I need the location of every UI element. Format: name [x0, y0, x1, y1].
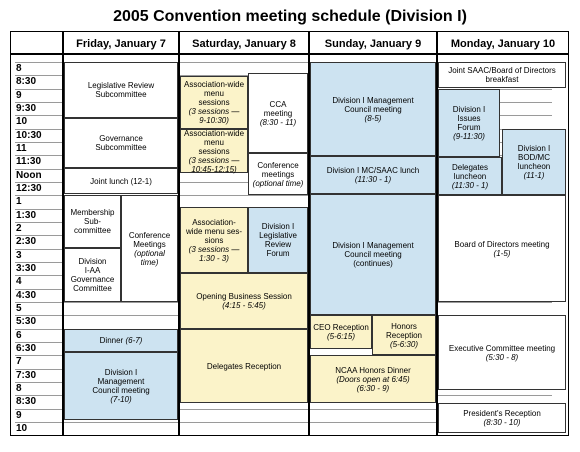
day-header-sunday: Sunday, January 9 — [324, 38, 422, 50]
time-label: 5:30 — [16, 316, 37, 327]
time-label: 2 — [16, 223, 22, 234]
time-label: 10 — [16, 423, 28, 434]
time-label: 3:30 — [16, 263, 37, 274]
event-detail: (9-11:30) — [453, 132, 485, 141]
event-name: Joint lunch (12-1) — [90, 176, 152, 186]
event-name: Delegates Reception — [206, 361, 282, 371]
event-name: Division I Management Council meeting (continues) — [332, 241, 414, 268]
event-sun-mgmt-council-1[interactable] — [310, 62, 436, 156]
event-sat-assoc-session-3[interactable] — [180, 207, 248, 273]
event-detail: (5-6:15) — [326, 332, 355, 341]
event-detail: (5:30 - 8) — [485, 352, 519, 362]
event-sat-leg-forum[interactable] — [248, 207, 308, 273]
event-name: Executive Committee meeting — [448, 343, 556, 353]
event-name: Honors Reception — [385, 321, 423, 340]
event-sun-honors-dinner[interactable] — [310, 355, 436, 403]
event-name: CCA meeting — [263, 99, 293, 118]
event-mon-delegates-luncheon[interactable] — [438, 157, 502, 195]
header-rule — [10, 53, 569, 55]
event-name: Board of Directors meeting — [454, 239, 550, 249]
time-label: 7 — [16, 356, 22, 367]
time-label: 3 — [16, 250, 22, 261]
event-mon-issues-forum[interactable] — [438, 89, 500, 157]
time-label: 8 — [16, 383, 22, 394]
event-detail: (8-5) — [364, 113, 382, 123]
time-label: 9 — [16, 410, 22, 421]
event-mon-presidents-reception[interactable] — [438, 403, 566, 433]
event-sat-opening-session[interactable] — [180, 273, 308, 329]
event-detail: (11-1) — [523, 171, 545, 180]
event-detail: (8:30 - 11) — [259, 117, 297, 127]
event-name: CEO Reception — [313, 323, 369, 332]
time-label: 6:30 — [16, 343, 37, 354]
event-sun-mc-saac-lunch[interactable] — [310, 156, 436, 194]
event-name: Dinner — [99, 336, 124, 345]
event-name: Conference Meetings — [128, 230, 171, 249]
time-label: 9:30 — [16, 103, 37, 114]
event-name: Governance Subcommittee — [95, 134, 147, 152]
event-sat-assoc-session-1[interactable] — [180, 76, 248, 129]
time-label: 4 — [16, 276, 22, 287]
event-fri-governance[interactable] — [64, 118, 178, 168]
event-name: Division I Issues Forum — [452, 105, 486, 132]
event-sat-conference[interactable] — [248, 153, 308, 195]
time-label: 12:30 — [16, 183, 42, 194]
time-label: 10:30 — [16, 130, 42, 141]
event-detail: (11:30 - 1) — [354, 175, 392, 184]
time-label: 10 — [16, 116, 28, 127]
time-label: 8:30 — [16, 396, 37, 407]
event-mon-joint-saac-breakfast[interactable] — [438, 62, 566, 88]
event-name: Division I Legislative Review Forum — [259, 222, 297, 258]
event-detail: (4:15 - 5:45) — [222, 301, 266, 310]
time-label: 11 — [16, 143, 27, 154]
event-sat-assoc-session-2[interactable] — [180, 129, 248, 173]
event-mon-board-of-directors[interactable] — [438, 195, 566, 302]
event-detail: (5-6:30) — [389, 339, 418, 349]
event-name: NCAA Honors Dinner — [335, 365, 411, 375]
time-label: Noon — [16, 170, 42, 181]
event-mon-executive-committee[interactable] — [438, 315, 566, 390]
event-fri-membership[interactable] — [64, 195, 121, 248]
event-detail: (3 sessions — 9-10:30) — [188, 107, 240, 125]
event-name: Association-wide menu sessions — [183, 128, 245, 156]
event-detail: (11:30 - 1) — [451, 180, 489, 190]
event-fri-dinner[interactable] — [64, 329, 178, 352]
day-header-saturday: Saturday, January 8 — [192, 38, 296, 50]
event-detail: (3 sessions — 10:45-12:15) — [188, 155, 240, 174]
event-detail: (optional time) — [134, 248, 165, 267]
event-name: Association-wide menu sessions — [183, 80, 245, 107]
time-label: 8 — [16, 63, 22, 74]
event-detail: (optional time) — [252, 178, 304, 188]
event-fri-conference[interactable] — [121, 195, 178, 302]
event-name: Delegates luncheon — [451, 162, 489, 181]
event-sun-ceo-reception[interactable] — [310, 315, 372, 349]
time-label: 6 — [16, 330, 22, 341]
event-fri-division-iaa[interactable] — [64, 248, 121, 302]
event-detail: (3 sessions — 1:30 - 3) — [188, 244, 240, 263]
day-header-friday: Friday, January 7 — [76, 38, 166, 50]
time-label: 5 — [16, 303, 22, 314]
event-sat-delegates-reception[interactable] — [180, 329, 308, 403]
time-label: 1 — [16, 196, 22, 207]
event-name: Opening Business Session — [196, 292, 292, 301]
event-name: Membership Sub- committee — [70, 208, 115, 235]
event-detail: (Doors open at 6:45) (6:30 - 9) — [336, 374, 410, 393]
event-sun-honors-reception[interactable] — [372, 315, 436, 355]
time-label: 1:30 — [16, 210, 37, 221]
event-mon-bod-mc-luncheon[interactable] — [502, 129, 566, 195]
event-detail: (1-5) — [493, 248, 511, 258]
time-label: 8:30 — [16, 76, 37, 87]
event-name: Division I-AA Governance Committee — [70, 257, 115, 293]
event-name: Division I BOD/MC luncheon — [517, 144, 551, 171]
event-name: Conference meetings — [257, 160, 299, 179]
event-detail: (8:30 - 10) — [483, 418, 521, 427]
event-name: Association- wide menu ses- sions — [185, 217, 243, 245]
event-sat-cca[interactable] — [248, 73, 308, 153]
day-header-monday: Monday, January 10 — [450, 38, 556, 50]
event-fri-mgmt-council[interactable] — [64, 352, 178, 420]
event-detail: (6-7) — [125, 336, 143, 345]
time-label: 4:30 — [16, 290, 37, 301]
schedule-title: 2005 Convention meeting schedule (Division I) — [113, 8, 467, 25]
time-label: 11:30 — [16, 156, 42, 167]
event-detail: (7-10) — [110, 395, 132, 404]
time-label: 2:30 — [16, 236, 37, 247]
event-fri-joint-lunch[interactable] — [64, 168, 178, 194]
event-name: Division I Management Council meeting — [332, 95, 414, 114]
event-name: Legislative Review Subcommittee — [87, 81, 155, 99]
event-name: Joint SAAC/Board of Directors breakfast — [448, 66, 556, 84]
event-name: Division I Management Council meeting — [92, 368, 150, 395]
time-label: 9 — [16, 90, 22, 101]
event-name: Division I MC/SAAC lunch — [326, 166, 420, 175]
event-sun-mgmt-council-2[interactable] — [310, 194, 436, 315]
event-name: President's Reception — [463, 409, 541, 418]
event-fri-legislative[interactable] — [64, 62, 178, 118]
time-label: 7:30 — [16, 370, 37, 381]
